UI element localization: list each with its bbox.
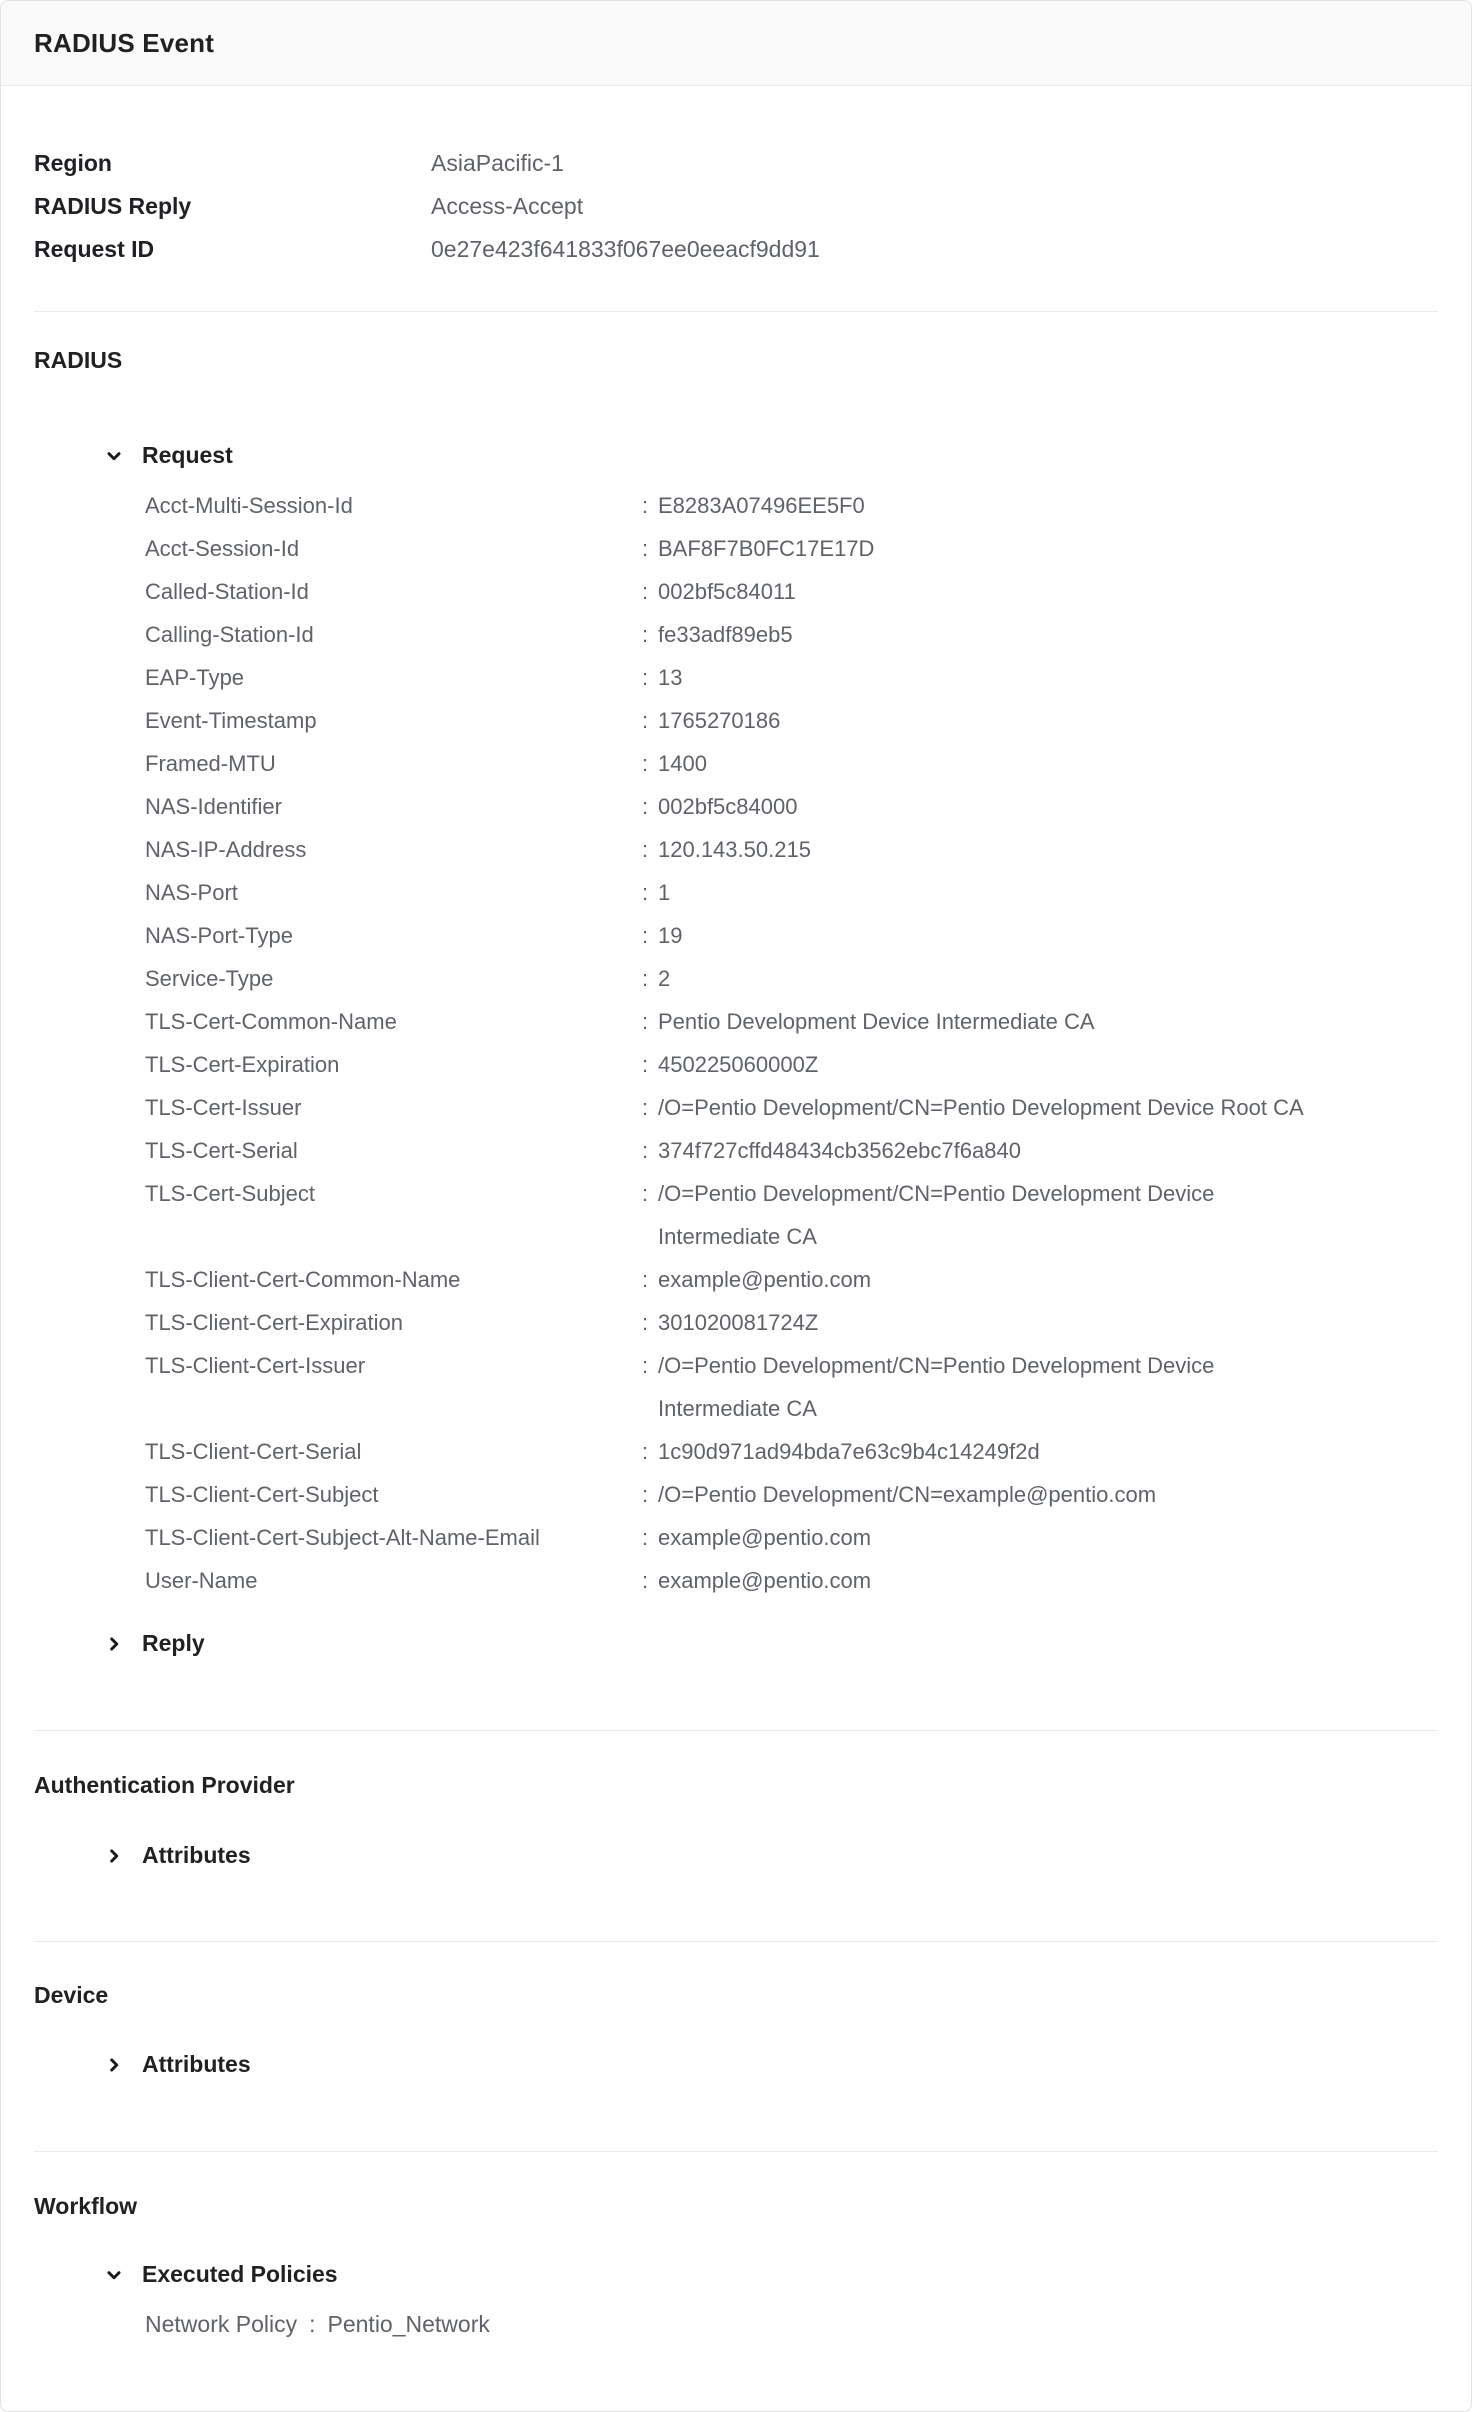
attribute-label: TLS-Client-Cert-Subject-Alt-Name-Email bbox=[145, 1525, 540, 1550]
radius-reply-label: RADIUS Reply bbox=[34, 193, 192, 219]
attribute-value: /O=Pentio Development/CN=example@pentio.com bbox=[658, 1482, 1157, 1507]
attribute-value: BAF8F7B0FC17E17D bbox=[658, 536, 875, 561]
attribute-label: Framed-MTU bbox=[145, 751, 276, 776]
reply-expander-label: Reply bbox=[142, 1630, 205, 1656]
auth-provider-attributes-expander[interactable] bbox=[1, 1834, 1471, 1877]
radius-reply-value: Access-Accept bbox=[431, 193, 584, 219]
request-expander-label: Request bbox=[142, 442, 233, 468]
attribute-colon: : bbox=[642, 1439, 649, 1464]
attribute-colon: : bbox=[642, 966, 649, 991]
attribute-colon: : bbox=[642, 1525, 649, 1550]
attribute-value: Pentio Development Device Intermediate CA bbox=[658, 1009, 1095, 1034]
attribute-value: 002bf5c84011 bbox=[658, 579, 796, 604]
attribute-value: 301020081724Z bbox=[658, 1310, 819, 1335]
attribute-value: 120.143.50.215 bbox=[658, 837, 811, 862]
radius-section bbox=[1, 339, 1471, 1665]
attribute-row bbox=[1, 957, 1471, 1000]
attribute-value: /O=Pentio Development/CN=Pentio Development Device Root CA bbox=[658, 1095, 1304, 1120]
section-divider bbox=[34, 2151, 1438, 2152]
attribute-colon: : bbox=[642, 1181, 649, 1206]
attribute-row bbox=[1, 785, 1471, 828]
attribute-value: example@pentio.com bbox=[658, 1267, 872, 1292]
attribute-label: TLS-Cert-Subject bbox=[145, 1181, 315, 1206]
attribute-row bbox=[1, 1430, 1471, 1473]
attribute-value: 1 bbox=[658, 880, 671, 905]
summary-row-request-id bbox=[1, 228, 1471, 271]
attribute-row bbox=[1, 484, 1471, 527]
attribute-label: Service-Type bbox=[145, 966, 274, 991]
attribute-colon: : bbox=[642, 579, 649, 604]
attribute-label: TLS-Cert-Issuer bbox=[145, 1095, 302, 1120]
attribute-row bbox=[1, 1172, 1471, 1258]
summary-row-region bbox=[1, 142, 1471, 185]
panel-body bbox=[1, 142, 1471, 2411]
chevron-down-icon bbox=[103, 445, 125, 467]
attribute-row bbox=[1, 742, 1471, 785]
chevron-right-icon bbox=[103, 1845, 125, 1867]
attribute-colon: : bbox=[642, 1138, 649, 1163]
attribute-colon: : bbox=[642, 622, 649, 647]
attribute-row bbox=[1, 699, 1471, 742]
reply-expander[interactable] bbox=[1, 1622, 1471, 1665]
attribute-label: TLS-Client-Cert-Issuer bbox=[145, 1353, 366, 1378]
workflow-section-title: Workflow bbox=[34, 2193, 138, 2219]
attribute-value: /O=Pentio Development/CN=Pentio Development Device Intermediate CA bbox=[658, 1353, 1215, 1421]
attribute-row bbox=[1, 1258, 1471, 1301]
attribute-label: NAS-IP-Address bbox=[145, 837, 307, 862]
attribute-row bbox=[1, 1301, 1471, 1344]
attribute-value: 374f727cffd48434cb3562ebc7f6a840 bbox=[658, 1138, 1021, 1163]
attribute-row bbox=[1, 1043, 1471, 1086]
attribute-row bbox=[1, 527, 1471, 570]
attribute-colon: : bbox=[642, 1310, 649, 1335]
auth-provider-attributes-label: Attributes bbox=[142, 1842, 251, 1868]
attribute-row bbox=[1, 570, 1471, 613]
attribute-colon: : bbox=[642, 751, 649, 776]
attribute-colon: : bbox=[642, 1482, 649, 1507]
attribute-label: NAS-Port-Type bbox=[145, 923, 293, 948]
auth-provider-section-title: Authentication Provider bbox=[34, 1772, 295, 1798]
attribute-value: /O=Pentio Development/CN=Pentio Development Device Intermediate CA bbox=[658, 1181, 1215, 1249]
auth-provider-section bbox=[1, 1764, 1471, 1877]
attribute-colon: : bbox=[642, 1095, 649, 1120]
chevron-down-icon bbox=[103, 2264, 125, 2286]
attribute-label: NAS-Port bbox=[145, 880, 238, 905]
executed-policies-label: Executed Policies bbox=[142, 2261, 338, 2287]
chevron-right-icon bbox=[103, 1633, 125, 1655]
attribute-row bbox=[1, 1086, 1471, 1129]
page-title: RADIUS Event bbox=[34, 27, 215, 58]
attribute-label: NAS-Identifier bbox=[145, 794, 282, 819]
attribute-value: 13 bbox=[658, 665, 683, 690]
attribute-label: TLS-Cert-Common-Name bbox=[145, 1009, 397, 1034]
attribute-colon: : bbox=[642, 837, 649, 862]
attribute-value: 002bf5c84000 bbox=[658, 794, 798, 819]
attribute-value: 19 bbox=[658, 923, 683, 948]
attribute-row bbox=[1, 1559, 1471, 1602]
attribute-row bbox=[1, 656, 1471, 699]
policy-colon: : bbox=[309, 2311, 316, 2337]
attribute-label: TLS-Cert-Serial bbox=[145, 1138, 298, 1163]
device-section bbox=[1, 1974, 1471, 2086]
region-value: AsiaPacific-1 bbox=[431, 150, 564, 176]
request-expander[interactable] bbox=[1, 434, 1471, 477]
section-divider bbox=[34, 1941, 1438, 1942]
attribute-colon: : bbox=[642, 794, 649, 819]
attribute-label: TLS-Client-Cert-Subject bbox=[145, 1482, 379, 1507]
policy-value: Pentio_Network bbox=[327, 2311, 490, 2337]
panel-header bbox=[1, 1, 1471, 86]
attribute-value: example@pentio.com bbox=[658, 1568, 872, 1593]
device-section-title: Device bbox=[34, 1982, 109, 2008]
attribute-colon: : bbox=[642, 536, 649, 561]
attribute-colon: : bbox=[642, 923, 649, 948]
attribute-label: TLS-Client-Cert-Serial bbox=[145, 1439, 362, 1464]
attribute-colon: : bbox=[642, 1009, 649, 1034]
attribute-colon: : bbox=[642, 665, 649, 690]
attribute-colon: : bbox=[642, 708, 649, 733]
executed-policy-row bbox=[1, 2303, 1471, 2346]
attribute-row bbox=[1, 1516, 1471, 1559]
request-attribute-list bbox=[1, 484, 1471, 1602]
attribute-colon: : bbox=[642, 1568, 649, 1593]
attribute-value: 450225060000Z bbox=[658, 1052, 819, 1077]
attribute-row bbox=[1, 1344, 1471, 1430]
attribute-colon: : bbox=[642, 1353, 649, 1378]
attribute-row bbox=[1, 871, 1471, 914]
attribute-value: 1c90d971ad94bda7e63c9b4c14249f2d bbox=[658, 1439, 1040, 1464]
request-id-label: Request ID bbox=[34, 236, 155, 262]
device-attributes-label: Attributes bbox=[142, 2051, 251, 2077]
workflow-section bbox=[1, 2185, 1471, 2346]
attribute-row bbox=[1, 828, 1471, 871]
device-attributes-expander[interactable] bbox=[1, 2043, 1471, 2086]
attribute-value: example@pentio.com bbox=[658, 1525, 872, 1550]
attribute-value: 1765270186 bbox=[658, 708, 781, 733]
request-id-value: 0e27e423f641833f067ee0eeacf9dd91 bbox=[431, 236, 820, 262]
attribute-label: TLS-Client-Cert-Expiration bbox=[145, 1310, 403, 1335]
summary-row-radius-reply bbox=[1, 185, 1471, 228]
attribute-colon: : bbox=[642, 1267, 649, 1292]
attribute-label: TLS-Cert-Expiration bbox=[145, 1052, 340, 1077]
attribute-row bbox=[1, 914, 1471, 957]
attribute-label: TLS-Client-Cert-Common-Name bbox=[145, 1267, 461, 1292]
attribute-row bbox=[1, 1000, 1471, 1043]
attribute-colon: : bbox=[642, 880, 649, 905]
attribute-value: 1400 bbox=[658, 751, 707, 776]
executed-policies-expander[interactable] bbox=[1, 2253, 1471, 2296]
policy-type-label: Network Policy bbox=[145, 2311, 298, 2337]
attribute-colon: : bbox=[642, 493, 649, 518]
attribute-value: fe33adf89eb5 bbox=[658, 622, 793, 647]
attribute-row bbox=[1, 613, 1471, 656]
event-summary bbox=[1, 142, 1471, 271]
attribute-colon: : bbox=[642, 1052, 649, 1077]
attribute-label: Called-Station-Id bbox=[145, 579, 309, 604]
radius-section-title: RADIUS bbox=[34, 347, 123, 373]
attribute-row bbox=[1, 1129, 1471, 1172]
section-divider bbox=[34, 1730, 1438, 1731]
attribute-label: Calling-Station-Id bbox=[145, 622, 314, 647]
attribute-label: Acct-Multi-Session-Id bbox=[145, 493, 353, 518]
attribute-row bbox=[1, 1473, 1471, 1516]
attribute-label: Acct-Session-Id bbox=[145, 536, 300, 561]
attribute-label: Event-Timestamp bbox=[145, 708, 317, 733]
attribute-value: E8283A07496EE5F0 bbox=[658, 493, 865, 518]
region-label: Region bbox=[34, 150, 112, 176]
attribute-label: EAP-Type bbox=[145, 665, 245, 690]
attribute-value: 2 bbox=[658, 966, 671, 991]
chevron-right-icon bbox=[103, 2054, 125, 2076]
section-divider bbox=[34, 311, 1438, 312]
attribute-label: User-Name bbox=[145, 1568, 258, 1593]
